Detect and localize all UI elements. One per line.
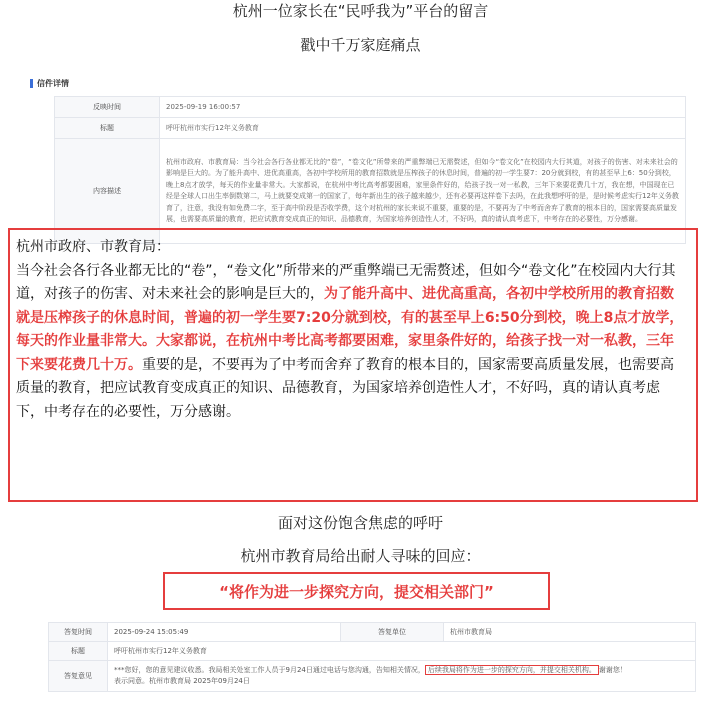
- letter-salutation: 杭州市政府、市教育局：: [16, 239, 170, 255]
- row-label: 答复意见: [49, 661, 108, 692]
- letter-highlight: 为了能升高中、进优高重高，各初中学校所用的教育招数就是压榨孩子的休息时间，普遍的初一学生要7:20分就到校，有的甚至早上6:50分到校，晚上8点才放学，每天的作业量非常大。大家都说，在杭州中考比高考都要困难，家里条件好的，给孩子找一对一私教，三年下来要花费几十万。: [16, 286, 684, 373]
- row-label: 反映时间: [55, 97, 160, 118]
- row-value: 2025-09-19 16:00:57: [160, 97, 686, 118]
- row-label: 答复时间: [49, 623, 108, 642]
- caption-1: 面对这份饱含焦虑的呼吁: [277, 514, 443, 532]
- row-label: 标题: [49, 642, 108, 661]
- section-title: 信件详情: [30, 78, 690, 89]
- table-row: [55, 118, 686, 139]
- reply-panel: [48, 622, 696, 700]
- row-label: 标题: [55, 118, 160, 139]
- row-value: 2025-09-24 15:05:49: [108, 623, 341, 642]
- caption-2: 杭州市教育局给出耐人寻味的回应：: [240, 547, 481, 565]
- section-marker-icon: [30, 79, 33, 88]
- table-row: [49, 661, 696, 692]
- letter-body: [16, 260, 686, 425]
- row-value: 杭州市教育局: [444, 623, 696, 642]
- row-value: 呼吁杭州市实行12年义务教育: [108, 642, 696, 661]
- letter-detail-panel: [30, 78, 690, 89]
- row-value: 呼吁杭州市实行12年义务教育: [160, 118, 686, 139]
- letter-paragraph: 当今社会各行各业都无比的“卷”，“卷文化”所带来的严重弊端已无需赘述，但如今“卷文化”在校园内大行其道，对孩子的伤害、对未来社会的影响是巨大的，: [16, 262, 676, 302]
- letter-paragraph: 重要的是，不要再为了中考而舍弃了教育的根本目的，国家需要高质量发展，也需要高质量的教育，把应试教育变成真正的知识、品德教育，为国家培养创造性人才，不好吗，真的请认真考虑下，中考存在的必要性，万分感谢。: [16, 356, 674, 420]
- row-label: 答复单位: [341, 623, 444, 642]
- reply-table: [48, 622, 696, 692]
- reply-highlight: 后续我局将作为进一步的探究方向，并提交相关机构。: [425, 665, 599, 675]
- desc-label: 内容描述: [55, 139, 160, 244]
- headline: 杭州一位家长在“民呼我为”平台的留言: [232, 2, 489, 20]
- table-row: [55, 97, 686, 118]
- reply-opinion: ***您好，您的意见建议收悉。我局相关处室工作人员于9月24日通过电话与您沟通，告知相关情况， 后续我局将作为进一步的探究方向，并提交相关机构。 谢谢您！ 表示同意。杭州市教育局 2025年09月24日: [108, 661, 696, 692]
- reply-quote: “将作为进一步探究方向，提交相关部门”: [163, 572, 550, 610]
- table-row: [49, 623, 696, 642]
- zoomed-letter-box: [8, 228, 698, 502]
- subhead: 戳中千万家庭痛点: [300, 36, 421, 54]
- desc-text: 杭州市政府、市教育局：当今社会各行各业都无比的“卷”，“卷文化”所带来的严重弊端已无需赘述，但如今“卷文化”在校园内大行其道，对孩子的伤害、对未来社会的影响是巨大的。为了能升高中、进优高重高，各初中学校所用的教育招数就是压榨孩子的休息时间，普遍的初一学生要7：20分就到校，有的甚至早上6：50分到校，晚上8点才放学，每天的作业量非常大。大家都说，在杭州中考比高考都要困难，家里条件好的，给孩子找一对一私教，三年下来要花费几十万，我在想，中国现在已经是全球人口出生率倒数第二，马上就要变成第一的国家了，每年新出生的孩子越来越少，还有必要再这样卷下去吗，在此我想呼吁的是，是时候考虑实行12年义务教育了，注意，我没有如免费二字，至于高中阶段是否收学费，这个对杭州的家长来说不重要，重要的是，不要再为了中考而舍弃了教育的根本目的，国家需要高质量发展，也需要高质量的教育，把应试教育变成真正的知识、品德教育，为国家培养创造性人才，不好吗，真的请认真考虑下，中考存在的必要性，万分感谢。: [160, 139, 686, 244]
- letter-table: [54, 96, 686, 244]
- table-row: [49, 642, 696, 661]
